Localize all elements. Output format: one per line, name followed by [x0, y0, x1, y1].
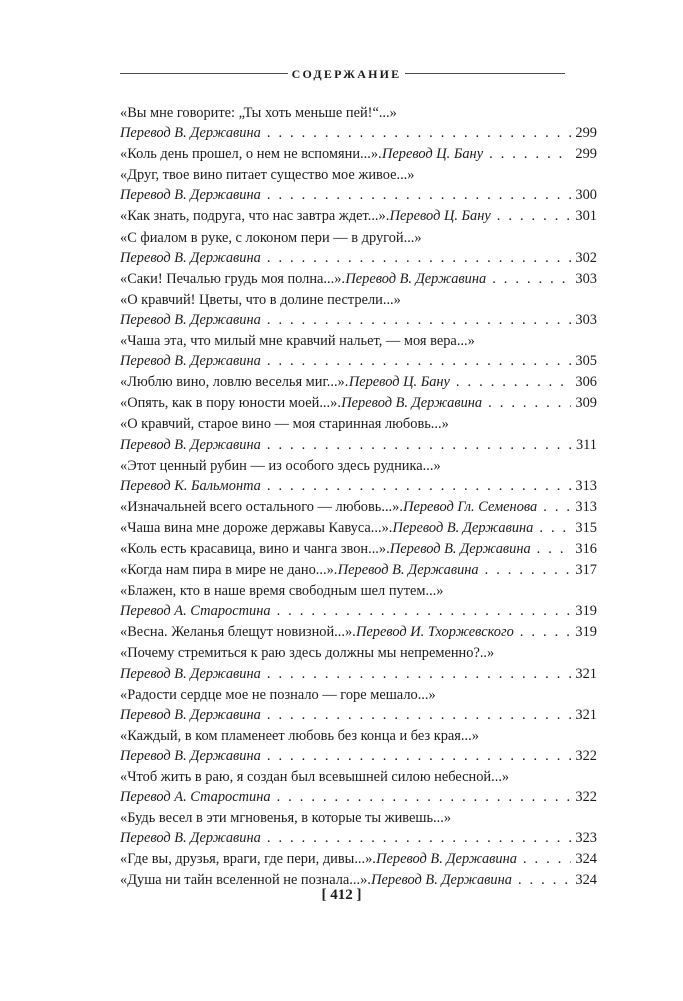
toc-entry — [120, 331, 597, 371]
header-rule-left — [120, 73, 288, 74]
toc-entry — [120, 290, 597, 330]
page-number: 321 — [575, 706, 597, 723]
poem-title: «Друг, твое вино питает существо мое живое...» — [120, 167, 415, 184]
page-number: 322 — [575, 747, 597, 764]
translator: Перевод И. Тхоржевского — [355, 624, 514, 641]
page-number: 303 — [575, 270, 597, 287]
page-number: 303 — [575, 311, 597, 328]
toc-entry — [120, 144, 597, 164]
page-number: 316 — [575, 540, 597, 557]
page-number: 306 — [575, 374, 597, 391]
poem-title: «Коль день прошел, о нем не вспомяни...». — [120, 146, 382, 163]
dot-leader — [267, 746, 572, 766]
dot-leader — [267, 123, 572, 143]
toc-entry — [120, 767, 597, 807]
toc-entry — [120, 497, 597, 517]
translator: Перевод В. Державина — [120, 706, 261, 723]
toc-entry — [120, 849, 597, 869]
toc-entry — [120, 269, 597, 289]
poem-title: «Опять, как в пору юности моей...». — [120, 395, 341, 412]
dot-leader — [523, 849, 571, 869]
page-number: 323 — [575, 830, 597, 847]
header-rule-right — [405, 73, 565, 74]
poem-title: «Весна. Желанья блещут новизной...». — [120, 624, 356, 641]
poem-title: «Чаша вина мне дороже державы Кавуса...». — [120, 519, 393, 536]
toc-entry — [120, 622, 597, 642]
translator: Перевод В. Державина — [120, 249, 261, 266]
dot-leader — [456, 372, 571, 392]
dot-leader — [489, 144, 571, 164]
poem-title: «Как знать, подруга, что нас завтра ждет...». — [120, 208, 390, 225]
translator: Перевод Ц. Бану — [348, 374, 450, 391]
running-header — [0, 64, 683, 84]
toc-entry — [120, 726, 597, 766]
toc-entry — [120, 685, 597, 725]
poem-title: «Вы мне говорите: „Ты хоть меньше пей!“...» — [120, 105, 397, 121]
dot-leader — [539, 518, 571, 538]
toc-entry — [120, 518, 597, 538]
table-of-contents — [120, 103, 597, 892]
dot-leader — [497, 206, 572, 226]
page-number: 300 — [575, 187, 597, 204]
page-number: 324 — [575, 872, 597, 889]
dot-leader — [267, 351, 572, 371]
poem-title: «Саки! Печалью грудь моя полна...». — [120, 270, 346, 287]
page-number: 299 — [575, 146, 597, 163]
poem-title: «Когда нам пира в мире не дано...». — [120, 562, 338, 579]
toc-entry — [120, 456, 597, 496]
poem-title: «Люблю вино, ловлю веселья миг...». — [120, 374, 349, 391]
poem-title: «Коль есть красавица, вино и чанга звон...». — [120, 540, 390, 557]
page-number: 321 — [575, 665, 597, 682]
dot-leader — [267, 435, 572, 455]
page-number: 305 — [575, 353, 597, 370]
translator: Перевод В. Державина — [345, 270, 487, 287]
toc-entry — [120, 372, 597, 392]
dot-leader — [488, 393, 571, 413]
poem-title: «С фиалом в руке, с локоном пери — в другой...» — [120, 229, 422, 246]
page-number: 324 — [575, 851, 597, 868]
toc-entry — [120, 414, 597, 454]
translator: Перевод В. Державина — [120, 665, 261, 682]
page-number: 313 — [575, 477, 597, 494]
translator: Перевод Ц. Бану — [381, 146, 484, 163]
toc-entry — [120, 103, 597, 143]
translator: Перевод Гл. Семенова — [403, 498, 538, 515]
translator: Перевод В. Державина — [120, 436, 261, 453]
page-number: 317 — [575, 562, 597, 579]
page-number: 322 — [575, 789, 597, 806]
translator: Перевод В. Державина — [120, 830, 261, 847]
translator: Перевод В. Державина — [120, 353, 261, 370]
poem-title: «Чтоб жить в раю, я создан был всевышней силою небесной...» — [120, 769, 510, 785]
page-title: СОДЕРЖАНИЕ — [291, 67, 402, 81]
poem-title: «Каждый, в ком пламенеет любовь без конца и без края...» — [120, 727, 479, 744]
page-number: 319 — [575, 603, 597, 620]
poem-title: «Почему стремиться к раю здесь должны мы непременно?..» — [120, 645, 495, 662]
translator: Перевод В. Державина — [337, 562, 479, 579]
poem-title: «Душа ни тайн вселенной не познала...». — [120, 872, 371, 889]
page-number: 301 — [575, 208, 597, 225]
toc-entry — [120, 539, 597, 559]
translator: Перевод В. Державина — [120, 311, 261, 328]
poem-title: «Этот ценный рубин — из особого здесь рудника...» — [120, 457, 441, 474]
page-number: 299 — [575, 125, 597, 142]
toc-entry — [120, 393, 597, 413]
dot-leader — [277, 601, 572, 621]
page-number: 319 — [575, 624, 597, 641]
dot-leader — [267, 476, 572, 496]
poem-title: «О кравчий, старое вино — моя старинная любовь...» — [120, 416, 449, 433]
folio-page-number: [ 412 ] — [321, 887, 362, 903]
page-number: 313 — [575, 498, 597, 515]
translator: Перевод В. Державина — [371, 872, 512, 889]
toc-entry — [120, 643, 597, 683]
translator: Перевод В. Державина — [120, 747, 261, 764]
poem-title: «О кравчий! Цветы, что в долине пестрели...» — [120, 291, 401, 308]
translator: Перевод В. Державина — [120, 125, 261, 142]
dot-leader — [267, 248, 572, 268]
dot-leader — [267, 310, 572, 330]
toc-entry — [120, 165, 597, 205]
poem-title: «Блажен, кто в наше время свободным шел путем...» — [120, 583, 444, 600]
translator: Перевод А. Старостина — [120, 603, 271, 620]
dot-leader — [537, 539, 572, 559]
page-number: 309 — [575, 395, 597, 412]
dot-leader — [277, 787, 572, 807]
translator: Перевод В. Державина — [341, 395, 483, 412]
poem-title: «Чаша эта, что милый мне кравчий нальет, — моя вера...» — [120, 333, 475, 350]
toc-entry — [120, 808, 597, 848]
dot-leader — [267, 828, 572, 848]
toc-entry — [120, 581, 597, 621]
translator: Перевод А. Старостина — [120, 789, 271, 806]
dot-leader — [520, 622, 572, 642]
poem-title: «Где вы, друзья, враги, где пери, дивы...». — [120, 851, 376, 868]
page-number: 302 — [575, 249, 597, 266]
poem-title: «Радости сердце мое не познало — горе мешало...» — [120, 686, 436, 703]
page-number: 315 — [575, 519, 597, 536]
translator: Перевод В. Державина — [120, 187, 261, 204]
dot-leader — [485, 560, 572, 580]
translator: Перевод Ц. Бану — [389, 208, 491, 225]
poem-title: «Будь весел в эти мгновенья, в которые ты живешь...» — [120, 810, 452, 827]
toc-entry — [120, 560, 597, 580]
dot-leader — [492, 269, 571, 289]
translator: Перевод В. Державина — [389, 540, 531, 557]
dot-leader — [543, 497, 571, 517]
page-number: 311 — [575, 436, 597, 453]
dot-leader — [267, 185, 572, 205]
translator: Перевод В. Державина — [392, 519, 534, 536]
toc-entry — [120, 206, 597, 226]
poem-title: «Изначальней всего остального — любовь...». — [120, 498, 403, 515]
toc-entry — [120, 228, 597, 268]
translator: Перевод В. Державина — [376, 851, 517, 868]
translator: Перевод К. Бальмонта — [120, 477, 261, 494]
dot-leader — [267, 705, 572, 725]
dot-leader — [267, 664, 572, 684]
